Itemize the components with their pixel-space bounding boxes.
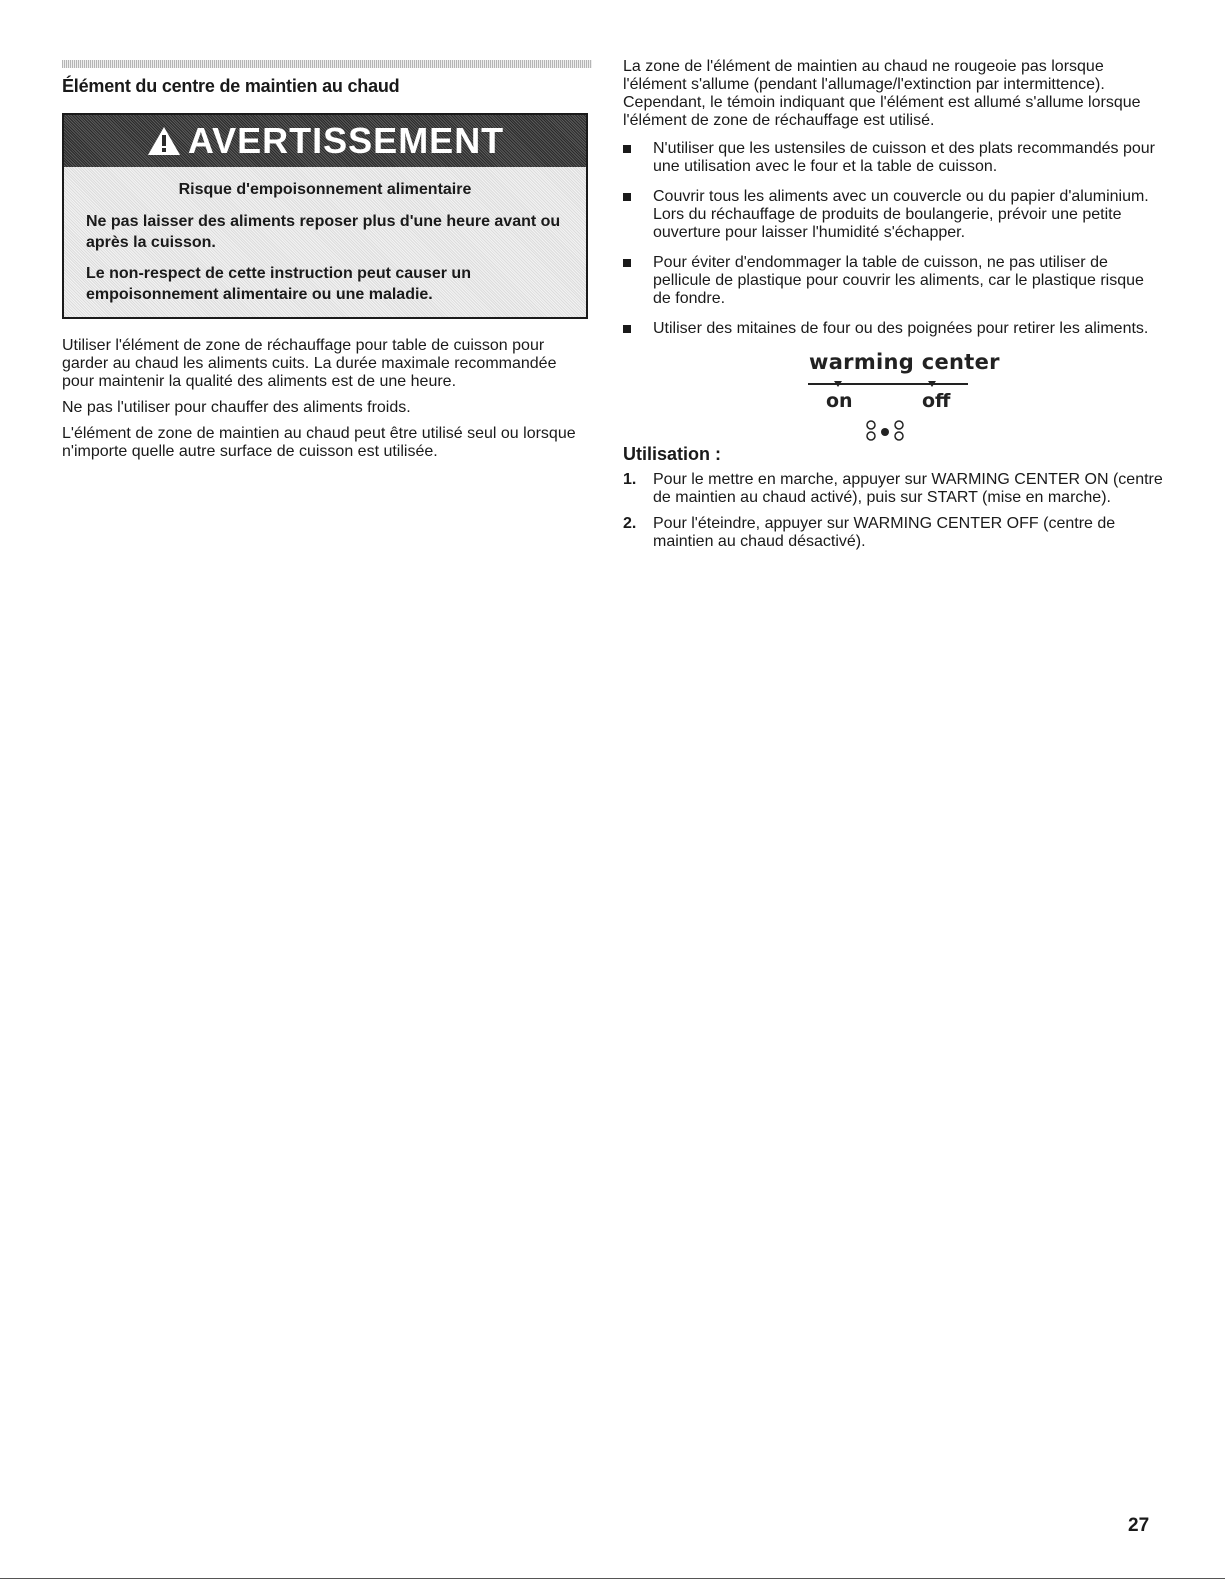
on-indicator-arrow-icon — [834, 381, 842, 387]
page-number: 27 — [1128, 1515, 1150, 1536]
usage-steps — [623, 471, 1163, 551]
warning-body — [64, 167, 586, 317]
warning-banner-text: AVERTISSEMENT — [187, 120, 505, 161]
warning-subtitle: Risque d'empoisonnement alimentaire — [178, 181, 472, 198]
warning-triangle-icon — [146, 125, 182, 157]
panel-title: warming center — [809, 350, 1000, 374]
panel-on-label: on — [826, 390, 853, 412]
usage-title: Utilisation : — [623, 444, 721, 464]
list-item — [623, 320, 1163, 338]
bullet-square-icon — [623, 145, 631, 153]
step-text: Pour le mettre en marche, appuyer sur WARMING CENTER ON (centre de maintien au chaud activé), puis sur START (mise en marche). — [653, 471, 1163, 506]
section-title: Élément du centre de maintien au chaud — [62, 76, 400, 96]
paragraph: Utiliser l'élément de zone de réchauffage pour table de cuisson pour garder au chaud les aliments cuits. La durée maximale recommandée pour maintenir la qualité des aliments est de une heure. — [62, 337, 557, 390]
bullet-square-icon — [623, 259, 631, 267]
left-column — [62, 60, 592, 469]
list-item-text: Pour éviter d'endommager la table de cuisson, ne pas utiliser de pellicule de plastique pour couvrir les aliments, car le plastique risque de fondre. — [653, 254, 1144, 307]
list-item-text: Couvrir tous les aliments avec un couvercle ou du papier d'aluminium. Lors du réchauffage de produits de boulangerie, prévoir une petite ouverture pour laisser l'humidité s'échapper. — [653, 188, 1149, 241]
bullet-square-icon — [623, 193, 631, 201]
bullet-list — [623, 140, 1163, 338]
step-number: 2. — [623, 515, 637, 532]
list-item-text: Utiliser des mitaines de four ou des poignées pour retirer les aliments. — [653, 320, 1149, 337]
warning-banner — [64, 115, 586, 167]
bottom-divider — [0, 1578, 1225, 1579]
section-divider — [62, 60, 592, 68]
off-indicator-arrow-icon — [928, 381, 936, 387]
list-item — [623, 254, 1163, 308]
list-item — [623, 140, 1163, 176]
panel-divider — [808, 383, 968, 385]
warning-line-1: Ne pas laisser des aliments reposer plus d'une heure avant ou après la cuisson. — [86, 213, 561, 251]
paragraph: L'élément de zone de maintien au chaud peut être utilisé seul ou lorsque n'importe quelle autre surface de cuisson est utilisée. — [62, 425, 576, 460]
step-item — [623, 515, 1163, 551]
element-indicator-icon — [865, 420, 909, 442]
left-body — [62, 337, 592, 461]
warning-box — [62, 113, 588, 319]
intro-paragraph: La zone de l'élément de maintien au chaud ne rougeoie pas lorsque l'élément s'allume (pendant l'allumage/l'extinction par intermittence). Cependant, le témoin indiquant que l'élément est allumé s'allume lorsque l'élément de zone de réchauffage est utilisé. — [623, 58, 1141, 129]
step-number: 1. — [623, 471, 637, 488]
paragraph: Ne pas l'utiliser pour chauffer des aliments froids. — [62, 399, 411, 416]
warning-line-2: Le non-respect de cette instruction peut causer un empoisonnement alimentaire ou une maladie. — [86, 265, 471, 303]
bullet-square-icon — [623, 325, 631, 333]
step-item — [623, 471, 1163, 507]
right-column — [623, 58, 1163, 559]
warming-center-panel-illustration — [623, 350, 1163, 442]
step-text: Pour l'éteindre, appuyer sur WARMING CENTER OFF (centre de maintien au chaud désactivé). — [653, 515, 1116, 550]
list-item-text: N'utiliser que les ustensiles de cuisson et des plats recommandés pour une utilisation avec le four et la table de cuisson. — [653, 140, 1155, 175]
panel-off-label: off — [922, 390, 951, 412]
list-item — [623, 188, 1163, 242]
